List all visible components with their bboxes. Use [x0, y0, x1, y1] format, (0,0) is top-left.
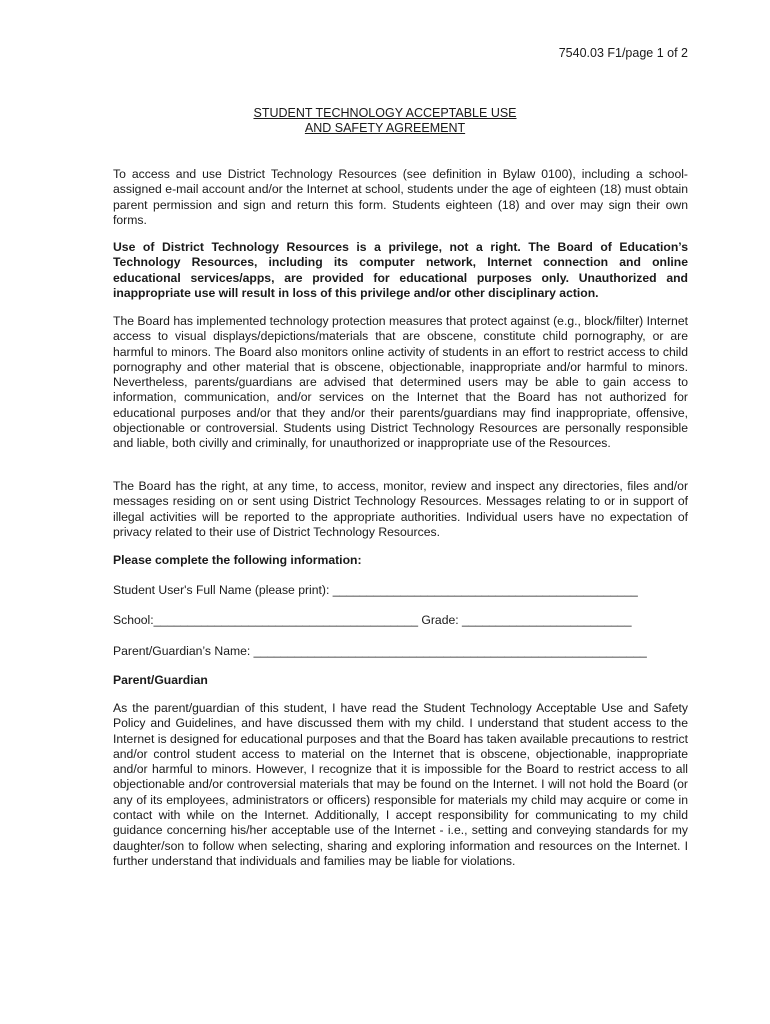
parent-section-heading: Parent/Guardian	[113, 673, 208, 687]
form-heading: Please complete the following information:	[113, 553, 362, 567]
title-line-2: AND SAFETY AGREEMENT	[304, 121, 466, 135]
student-name-field[interactable]: Student User's Full Name (please print): _____________________________________________	[113, 583, 638, 597]
privilege-paragraph: Use of District Technology Resources is a privilege, not a right. The Board of Education’s Technology Resources, including its computer network, Internet connection and online educational services/apps, are provided for educational purposes only. Unauthorized and inappropriate use will result in loss of this privilege and/or other disciplinary action.	[113, 240, 688, 300]
document-title	[0, 106, 770, 136]
intro-paragraph: To access and use District Technology Resources (see definition in Bylaw 0100), including a school-assigned e-mail account and/or the Internet at school, students under the age of eighteen (18) must obtain parent permission and sign and return this form. Students eighteen (18) and over may sign their own forms.	[113, 167, 688, 227]
school-grade-field[interactable]: School:_______________________________________ Grade: _________________________	[113, 613, 632, 627]
protection-paragraph: The Board has implemented technology protection measures that protect against (e.g., block/filter) Internet access to visual displays/depictions/materials that are obscene, constitute child pornography, or are harmful to minors. The Board also monitors online activity of students in an effort to restrict access to child pornography and other material that is obscene, objectionable, inappropriate and/or harmful to minors. Nevertheless, parents/guardians are advised that determined users may be able to gain access to information, communication, and/or services on the Internet that the Board has not authorized for educational purposes and/or that they and/or their parents/guardians may find inappropriate, offensive, objectionable or controversial. Students using District Technology Resources are personally responsible and liable, both civilly and criminally, for unauthorized or inappropriate use of the Resources.	[113, 314, 688, 451]
parent-statement-paragraph: As the parent/guardian of this student, I have read the Student Technology Acceptable Use and Safety Policy and Guidelines, and have discussed them with my child. I understand that student access to the Internet is designed for educational purposes and that the Board has taken available precautions to restrict and/or control student access to material on the Internet that is obscene, objectionable, inappropriate and/or harmful to minors. However, I recognize that it is impossible for the Board to restrict access to all objectionable and/or controversial materials that may be found on the Internet. I will not hold the Board (or any of its employees, administrators or officers) responsible for materials my child may acquire or come in contact with while on the Internet. Additionally, I accept responsibility for communicating to my child guidance concerning his/her acceptable use of the Internet - i.e., setting and conveying standards for my daughter/son to follow when selecting, sharing and exploring information and resources on the Internet. I further understand that individuals and families may be liable for violations.	[113, 701, 688, 868]
title-line-1: STUDENT TECHNOLOGY ACCEPTABLE USE	[253, 106, 517, 120]
page-reference: 7540.03 F1/page 1 of 2	[558, 46, 688, 60]
monitoring-paragraph: The Board has the right, at any time, to access, monitor, review and inspect any directories, files and/or messages residing on or sent using District Technology Resources. Messages relating to or in support of illegal activities will be reported to the appropriate authorities. Individual users have no expectation of privacy related to their use of District Technology Resources.	[113, 479, 688, 539]
parent-name-field[interactable]: Parent/Guardian’s Name: __________________________________________________________	[113, 644, 647, 658]
